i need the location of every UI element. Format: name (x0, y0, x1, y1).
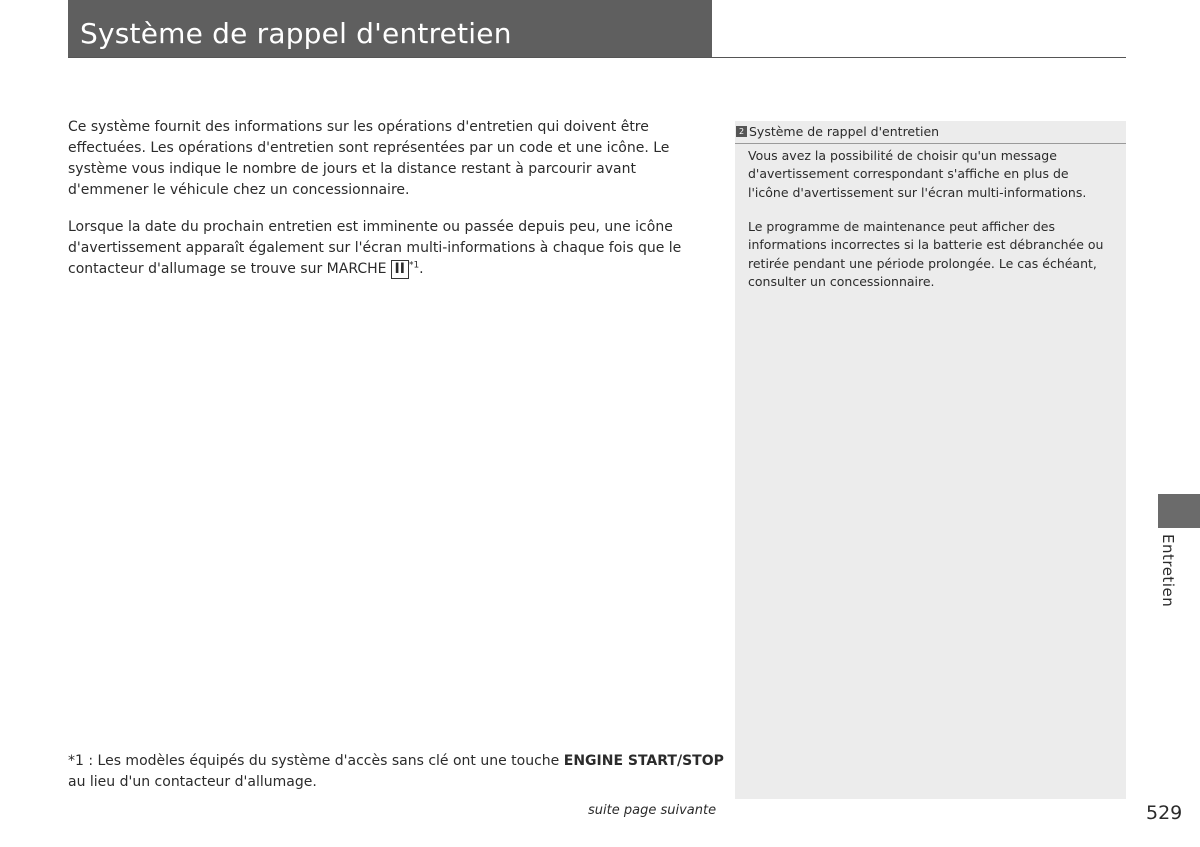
main-paragraph-2 (68, 217, 718, 280)
sidebar-title: Système de rappel d'entretien (749, 124, 940, 139)
sidebar-paragraph-1: Vous avez la possibilité de choisir qu'un message d'avertissement correspondant s'affiche en plus de l'icône d'avertissement sur l'écran multi-informations. (748, 148, 1087, 200)
footnote-engine-start-stop: ENGINE START/STOP (563, 753, 724, 769)
title-rule (68, 57, 1126, 58)
main-paragraph-1: Ce système fournit des informations sur les opérations d'entretien qui doivent être effectuées. Les opérations d'entretien sont représentées par un code et une icône. Le système vous indique le nombre de jours et la distance restant à parcourir avant d'emmener le véhicule chez un concessionnaire. (68, 119, 670, 198)
footnote-suffix: au lieu d'un contacteur d'allumage. (68, 774, 317, 790)
main-paragraph-2-text: Lorsque la date du prochain entretien est imminente ou passée depuis peu, une icône d'avertissement apparaît également sur l'écran multi-informations à chaque fois que le contacteur d'allumage se trouve sur MARCHE (68, 219, 682, 277)
reference-arrow-icon: 2 (736, 126, 747, 137)
chapter-tab-label: Entretien (1159, 534, 1177, 608)
page-title: Système de rappel d'entretien (80, 17, 512, 50)
sidebar-note (735, 121, 1126, 799)
sidebar-paragraph-2: Le programme de maintenance peut afficher des informations incorrectes si la batterie est débranchée ou retirée pendant une période prolongée. Le cas échéant, consulter un concessionnaire. (748, 219, 1104, 289)
chapter-tab (1158, 494, 1200, 528)
footnote (68, 751, 728, 793)
title-block (68, 0, 712, 57)
main-paragraph-2-end: . (419, 261, 424, 277)
sidebar-header (735, 121, 1126, 144)
ignition-on-symbol: II (391, 260, 409, 279)
footnote-reference: *1 (408, 260, 420, 271)
page-number: 529 (1146, 802, 1183, 824)
continued-next-page: suite page suivante (588, 803, 717, 818)
footnote-prefix: *1 : Les modèles équipés du système d'accès sans clé ont une touche (68, 753, 564, 769)
